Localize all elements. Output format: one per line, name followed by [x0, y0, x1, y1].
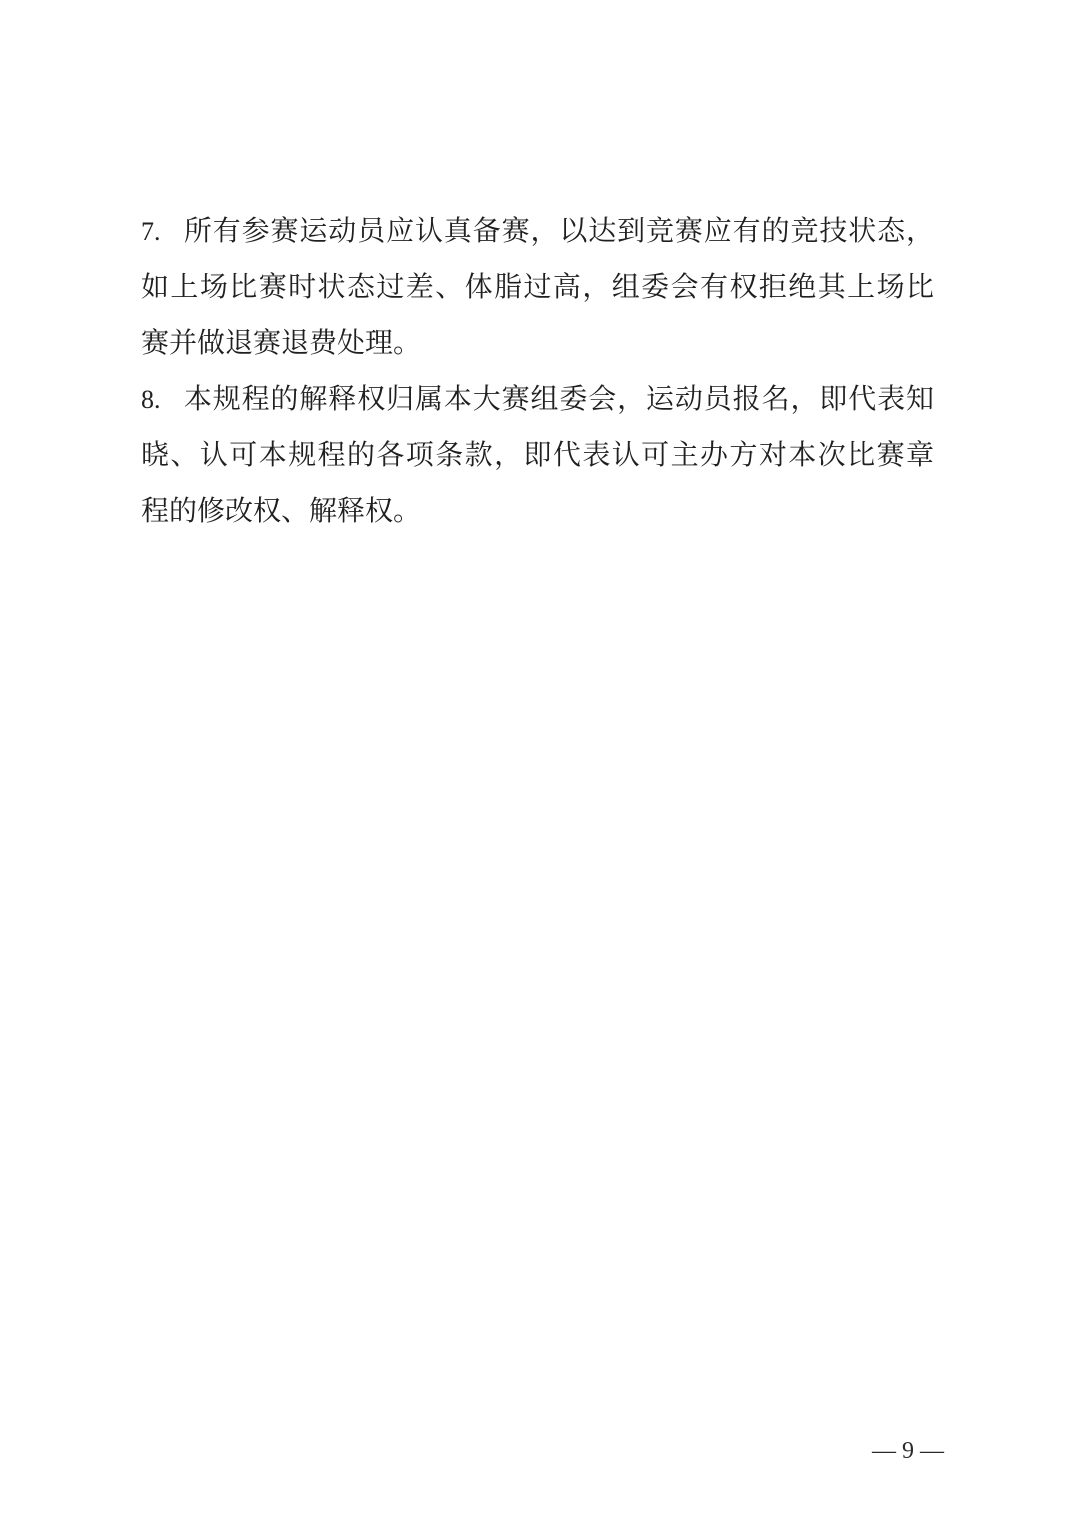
- paragraph-text: 所有参赛运动员应认真备赛，以达到竞赛应有的竞技状态，: [183, 216, 934, 247]
- paragraph-text: 赛并做退赛退费处理。: [141, 328, 422, 359]
- paragraph-text: 晓、认可本规程的各项条款，即代表认可主办方对本次比赛章: [141, 440, 934, 471]
- page-number: — 9 —: [872, 1438, 944, 1464]
- document-body: [141, 204, 934, 540]
- list-number: 7.: [141, 217, 161, 246]
- paragraph-text: 程的修改权、解释权。: [141, 496, 422, 527]
- paragraph-line: [141, 484, 934, 540]
- paragraph-text: 如上场比赛时状态过差、体脂过高，组委会有权拒绝其上场比: [141, 272, 934, 303]
- paragraph-text: 本规程的解释权归属本大赛组委会，运动员报名，即代表知: [183, 384, 934, 415]
- paragraph-line: [141, 260, 934, 316]
- paragraph-line: [141, 204, 934, 260]
- paragraph-line: [141, 372, 934, 428]
- paragraph-line: [141, 316, 934, 372]
- paragraph-line: [141, 428, 934, 484]
- list-number: 8.: [141, 385, 161, 414]
